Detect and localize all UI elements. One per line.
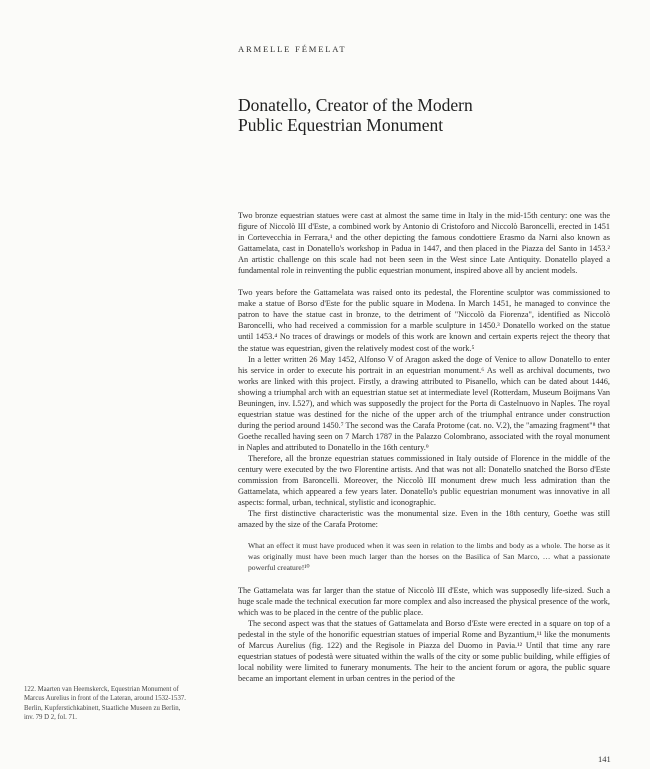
caption-line-4: inv. 79 D 2, fol. 71. xyxy=(24,713,77,721)
page-number: 141 xyxy=(598,754,611,764)
chapter-title xyxy=(238,95,618,135)
caption-line-2: Marcus Aurelius in front of the Lateran, around 1532-1537. xyxy=(24,695,186,703)
running-header-author: ARMELLE FÉMELAT xyxy=(238,44,347,54)
figure-caption xyxy=(24,685,214,722)
chapter-title-line-2: Public Equestrian Monument xyxy=(238,115,444,135)
paragraph-4: Therefore, all the bronze equestrian statues commissioned in Italy outside of Florence in the middle of the century were executed by the two Florentine artists. And that was not all: Donatello snatched the Borso d'Este commission from Baroncelli. Moreover, the Niccolò III monument drew much less admiration than the Gattamelata, which appeared a few years later. Donatello's public equestrian monument was innovative in all aspects: formal, urban, technical, stylistic and iconographic. xyxy=(238,453,610,508)
caption-line-3: Berlin, Kupferstichkabinett, Staatliche Museen zu Berlin, xyxy=(24,704,181,712)
body-text xyxy=(238,210,610,684)
block-quote: What an effect it must have produced when it was seen in relation to the limbs and body as a whole. The horse as it was originally must have been much larger than the horses on the Basilica of San Marco, … what a passionate powerful creature!¹⁰ xyxy=(248,541,610,573)
paragraph-7: The second aspect was that the statues of Gattamelata and Borso d'Este were erected in a square on top of a pedestal in the style of the honorific equestrian statues of imperial Rome and Byzantium,¹¹ like the monuments of Marcus Aurelius (fig. 122) and the Regisole in Piazza del Duomo in Pavia.¹² Until that time any rare equestrian statues of podestà were situated within the walls of the city or some public building, while effigies of local nobility were limited to funerary monuments. The heir to the ancient forum or agora, the public square became an important element in urban centres in the period of the xyxy=(238,619,610,684)
paragraph-5: The first distinctive characteristic was the monumental size. Even in the 18th century, Goethe was still amazed by the size of the Carafa Protome: xyxy=(238,509,610,530)
paragraph-3: In a letter written 26 May 1452, Alfonso V of Aragon asked the doge of Venice to allow Donatello to enter his service in order to execute his portrait in an equestrian monument.⁶ As well as archival documents, two works are linked with this project. Firstly, a drawing attributed to Pisanello, which can be dated about 1446, showing a triumphal arch with an equestrian statue set at intermediate level (Rotterdam, Museum Boijmans Van Beuningen, inv. I.527), and which was supposedly the project for the Porta di Castelnuovo in Naples. The royal equestrian statue was destined for the niche of the upper arch of the triumphal entrance under construction during the period around 1450.⁷ The second was the Carafa Protome (cat. no. V.2), the "amazing fragment"⁸ that Goethe recalled having seen on 7 March 1787 in the Palazzo Colombrano, associated with the royal monument in Naples and attributed to Donatello in the 16th century.⁹ xyxy=(238,354,610,452)
paragraph-2: Two years before the Gattamelata was raised onto its pedestal, the Florentine sculptor was commissioned to make a statue of Borso d'Este for the public square in Modena. In March 1451, he managed to convince the patron to have the statue cast in bronze, to the detriment of "Niccolò da Fiorenza", identified as Niccolò Baroncelli, who had received a commission for a marble sculpture in 1450.³ Donatello worked on the statue until 1453.⁴ No traces of drawings or models of this work are known and certain experts reject the theory that the statue was equestrian, given the relatively modest cost of the work.⁵ xyxy=(238,288,610,353)
chapter-title-line-1: Donatello, Creator of the Modern xyxy=(238,95,473,115)
paragraph-1: Two bronze equestrian statues were cast at almost the same time in Italy in the mid-15th century: one was the figure of Niccolò III d'Este, a combined work by Antonio di Cristoforo and Niccolò Baroncelli, erected in 1451 in Cortevecchia in Ferrara,¹ and the other depicting the famous condottiere Erasmo da Narni also known as Gattamelata, cast in Donatello's workshop in Padua in 1447, and then placed in the Piazza del Santo in 1453.² An artistic challenge on this scale had not been seen in the West since Late Antiquity. Donatello played a fundamental role in reinventing the public equestrian monument, inspired above all by ancient models. xyxy=(238,211,610,276)
paragraph-6: The Gattamelata was far larger than the statue of Niccolò III d'Este, which was supposedly life-sized. Such a huge scale made the technical execution far more complex and also increased the physical presence of the work, which was to be placed in the centre of the public place. xyxy=(238,586,610,618)
caption-line-1: 122. Maarten van Heemskerck, Equestrian Monument of xyxy=(24,686,179,693)
